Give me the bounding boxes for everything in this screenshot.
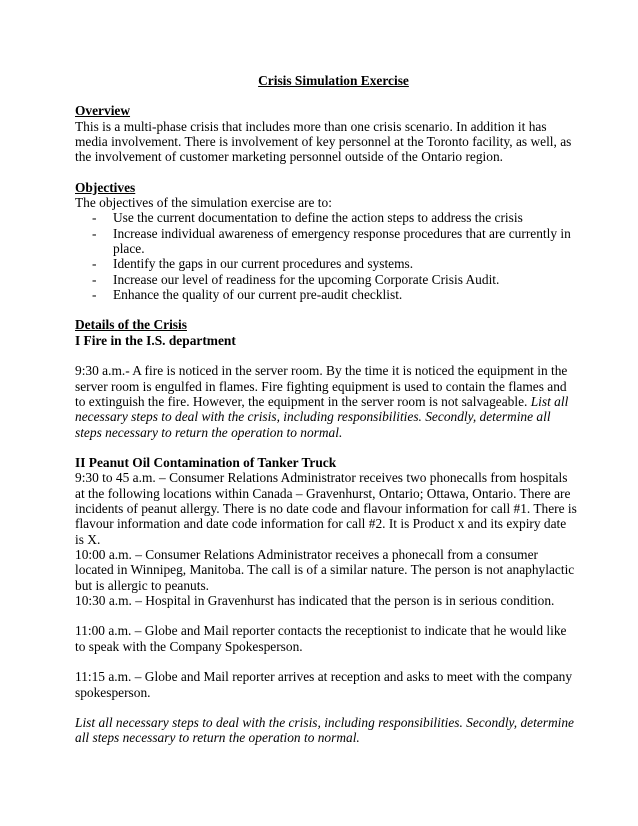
section1-text: 9:30 a.m.- A fire is noticed in the server room. By the time it is noticed the equipment in the server room is engulfed in flames. Fire fighting equipment is used to contain the flames and to extinguish the fire. However, the equipment in the server room is not salvageable. — [75, 363, 568, 409]
section2-entry-2: 10:00 a.m. – Consumer Relations Administrator receives a phonecall from a consumer located in Winnipeg, Manitoba. The call is of a similar nature. The person is not anaphylactic but is allergic to peanuts. — [75, 546, 575, 593]
spacer — [75, 348, 578, 363]
spacer — [75, 440, 578, 455]
details-heading: Details of the Crisis — [75, 317, 187, 333]
section2-instruction-text: List all necessary steps to deal with the crisis, including responsibilities. Secondly, determine all steps necessary to return the operation to normal. — [75, 715, 574, 746]
section1-instruction: List all necessary steps to deal with the crisis, including responsibilities. Secondly, determine all steps necessary to return the operation to normal. — [75, 393, 569, 440]
list-item: - Increase our level of readiness for the upcoming Corporate Crisis Audit. — [89, 272, 578, 287]
objectives-intro: The objectives of the simulation exercise are to: — [75, 195, 332, 211]
objectives-heading: Objectives — [75, 179, 136, 195]
list-item: - Increase individual awareness of emergency response procedures that are currently in place. — [89, 226, 578, 257]
section1-heading: I Fire in the I.S. department — [75, 332, 236, 348]
section2-instruction — [75, 715, 578, 746]
section2-heading: II Peanut Oil Contamination of Tanker Truck — [75, 455, 337, 471]
list-item: - Enhance the quality of our current pre-audit checklist. — [89, 287, 578, 302]
section2-entry-1: 9:30 to 45 a.m. – Consumer Relations Administrator receives two phonecalls from hospitals at the following locations within Canada – Gravenhurst, Ontario; Ottawa, Ontario. There are incidents of peanut allergy. There is no date code and flavour information for call #1. There is flavour information and date code information for call #2. It is Product x and its expiry date is X. — [75, 470, 577, 547]
document-title: Crisis Simulation Exercise — [258, 73, 409, 88]
list-item: - Identify the gaps in our current procedures and systems. — [89, 256, 578, 271]
spacer — [75, 302, 578, 317]
section1-paragraph — [75, 363, 578, 439]
spacer — [75, 700, 578, 715]
section2-entry-4: 11:00 a.m. – Globe and Mail reporter contacts the receptionist to indicate that he would like to speak with the Company Spokesperson. — [75, 623, 567, 654]
overview-heading: Overview — [75, 103, 131, 119]
objectives-list — [75, 210, 578, 302]
spacer — [75, 654, 578, 669]
section2-entry-5: 11:15 a.m. – Globe and Mail reporter arrives at reception and asks to meet with the company spokesperson. — [75, 669, 573, 700]
list-item: - Use the current documentation to define the action steps to address the crisis — [89, 210, 578, 225]
spacer — [75, 608, 578, 623]
overview-text: This is a multi-phase crisis that includes more than one crisis scenario. In addition it has media involvement. There is involvement of key personnel at the Toronto facility, as well, as the involvement of customer marketing personnel outside of the Ontario region. — [75, 118, 572, 165]
spacer — [75, 164, 578, 179]
section2-entry-3: 10:30 a.m. – Hospital in Gravenhurst has indicated that the person is in serious condition. — [75, 592, 555, 608]
